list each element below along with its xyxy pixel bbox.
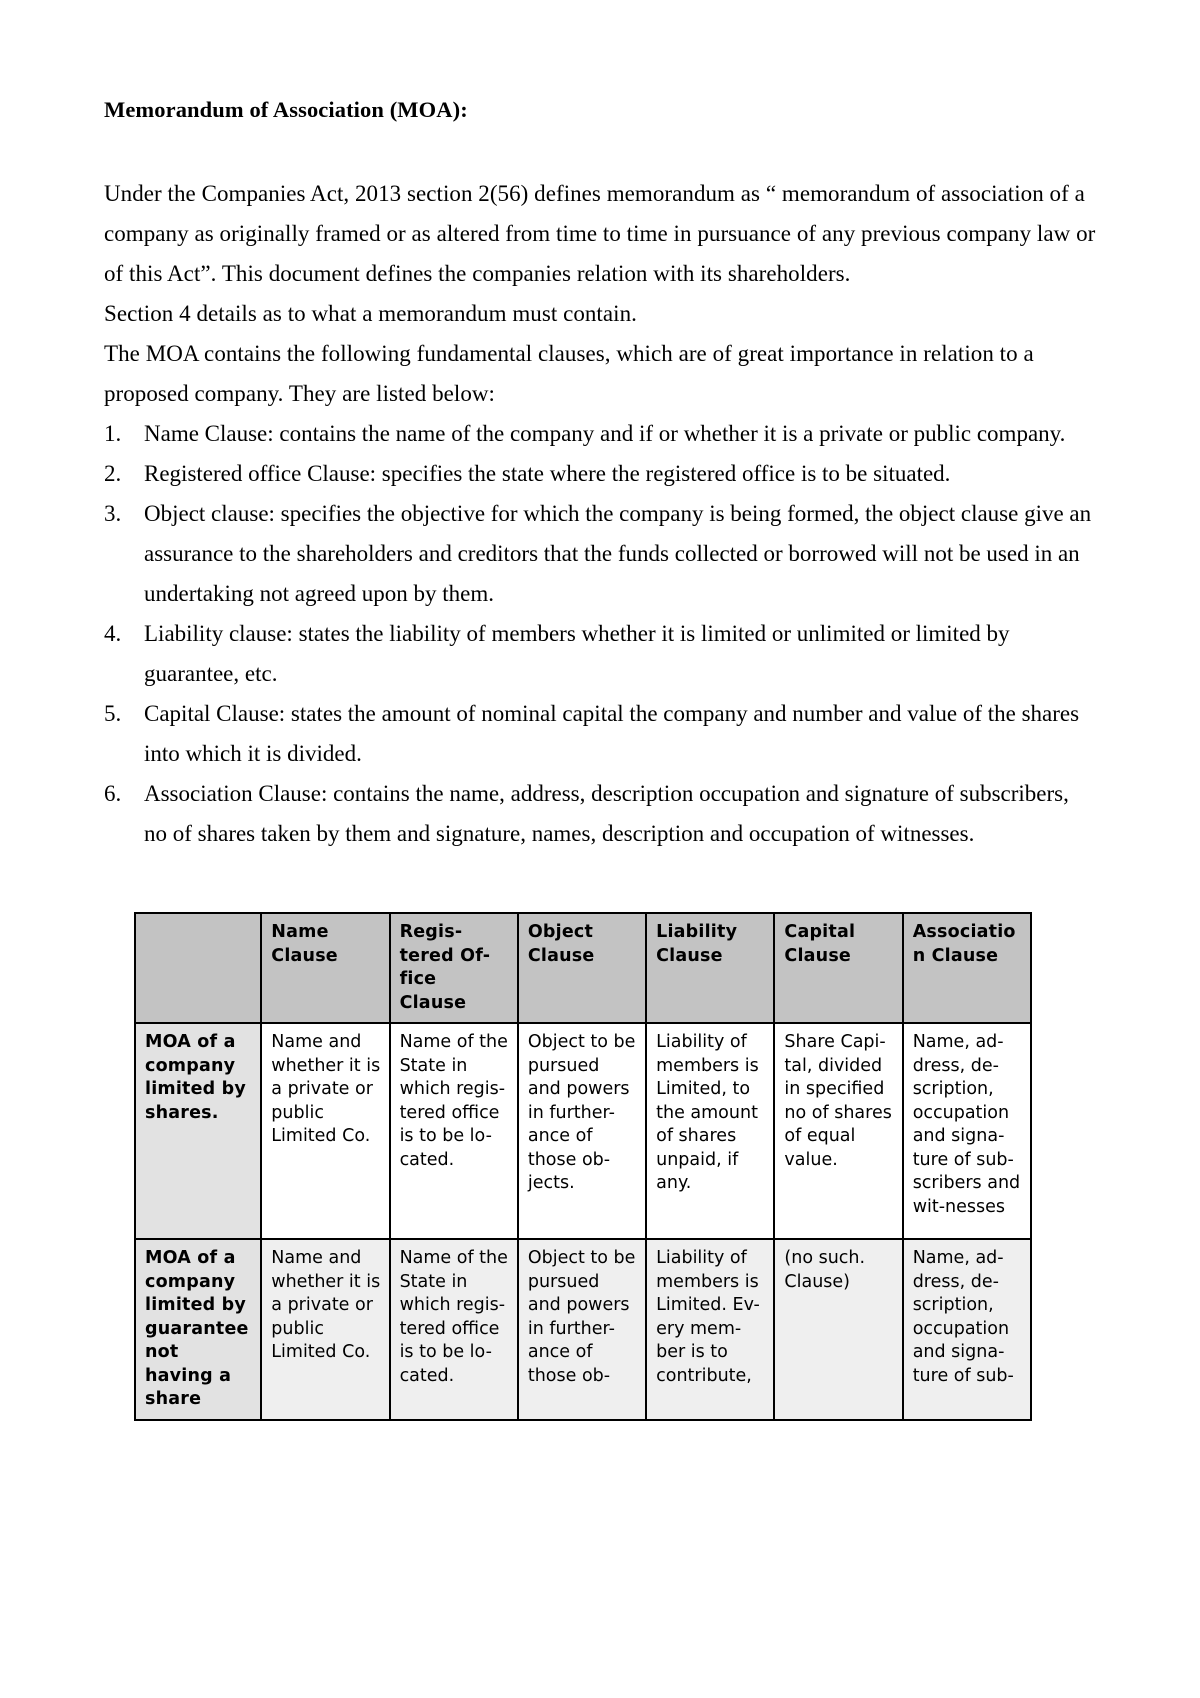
comparison-table-wrapper [104,912,1096,1421]
cell-liability-clause: Liability of members is Limited. Ev-ery mem-ber is to contribute, [646,1239,774,1420]
page-title: Memorandum of Association (MOA): [104,97,468,122]
column-header-registered-office-clause: Regis-tered Of-fice Clause [390,913,518,1023]
intro-paragraph: Under the Companies Act, 2013 section 2(56) defines memorandum as “ memorandum of association of a company as originally framed or as altered from time to time in pursuance of any previous company law or of this Act”. This document defines the companies relation with its shareholders. [104,181,1096,287]
title-spacer [104,124,1096,174]
list-item: Name Clause: contains the name of the company and if or whether it is a private or public company. [144,421,1066,447]
row-header-limited-by-guarantee: MOA of a company limited by guarantee not having a share [135,1239,261,1420]
list-item: Capital Clause: states the amount of nominal capital the company and number and value of the shares into which it is divided. [144,701,1080,767]
clause-list [104,414,1096,854]
table-row [135,1239,1031,1420]
cell-object-clause: Object to be pursued and powers in further-ance of those ob- [518,1239,646,1420]
column-header-object-clause: Object Clause [518,913,646,1023]
cell-name-clause: Name and whether it is a private or public Limited Co. [261,1023,389,1239]
cell-registered-office-clause: Name of the State in which regis-tered office is to be lo-cated. [390,1239,518,1420]
cell-association-clause: Name, ad-dress, de-scription, occupation and signa-ture of sub- [903,1239,1031,1420]
cell-liability-clause: Liability of members is Limited, to the amount of shares unpaid, if any. [646,1023,774,1239]
section-4-paragraph: Section 4 details as to what a memorandum must contain. [104,301,637,327]
column-header-liability-clause: Liability Clause [646,913,774,1023]
list-item: Registered office Clause: specifies the state where the registered office is to be situated. [144,461,951,487]
list-item: Liability clause: states the liability of members whether it is limited or unlimited or limited by guarantee, etc. [144,621,1010,687]
column-header-name-clause: Name Clause [261,913,389,1023]
moa-comparison-table [134,912,1032,1421]
list-item: Association Clause: contains the name, address, description occupation and signature of subscribers, no of shares taken by them and signature, names, description and occupation of witnesses. [144,781,1069,847]
cell-object-clause: Object to be pursued and powers in further-ance of those ob-jects. [518,1023,646,1239]
table-header-row [135,913,1031,1023]
list-item: Object clause: specifies the objective for which the company is being formed, the object clause give an assurance to the shareholders and creditors that the funds collected or borrowed will not be used in an undertaking not agreed upon by them. [144,501,1092,607]
cell-association-clause: Name, ad-dress, de-scription, occupation and signa-ture of sub-scribers and wit-nesses [903,1023,1031,1239]
cell-name-clause: Name and whether it is a private or public Limited Co. [261,1239,389,1420]
clauses-intro-paragraph: The MOA contains the following fundamental clauses, which are of great importance in relation to a proposed company. They are listed below: [104,341,1034,407]
table-row [135,1023,1031,1239]
column-header-capital-clause: Capital Clause [774,913,902,1023]
cell-capital-clause: Share Capi-tal, divided in specified no of shares of equal value. [774,1023,902,1239]
table-corner-header [135,913,261,1023]
column-header-association-clause: Associatio n Clause [903,913,1031,1023]
row-header-limited-by-shares: MOA of a company limited by shares. [135,1023,261,1239]
cell-capital-clause: (no such. Clause) [774,1239,902,1420]
cell-registered-office-clause: Name of the State in which regis-tered office is to be lo-cated. [390,1023,518,1239]
